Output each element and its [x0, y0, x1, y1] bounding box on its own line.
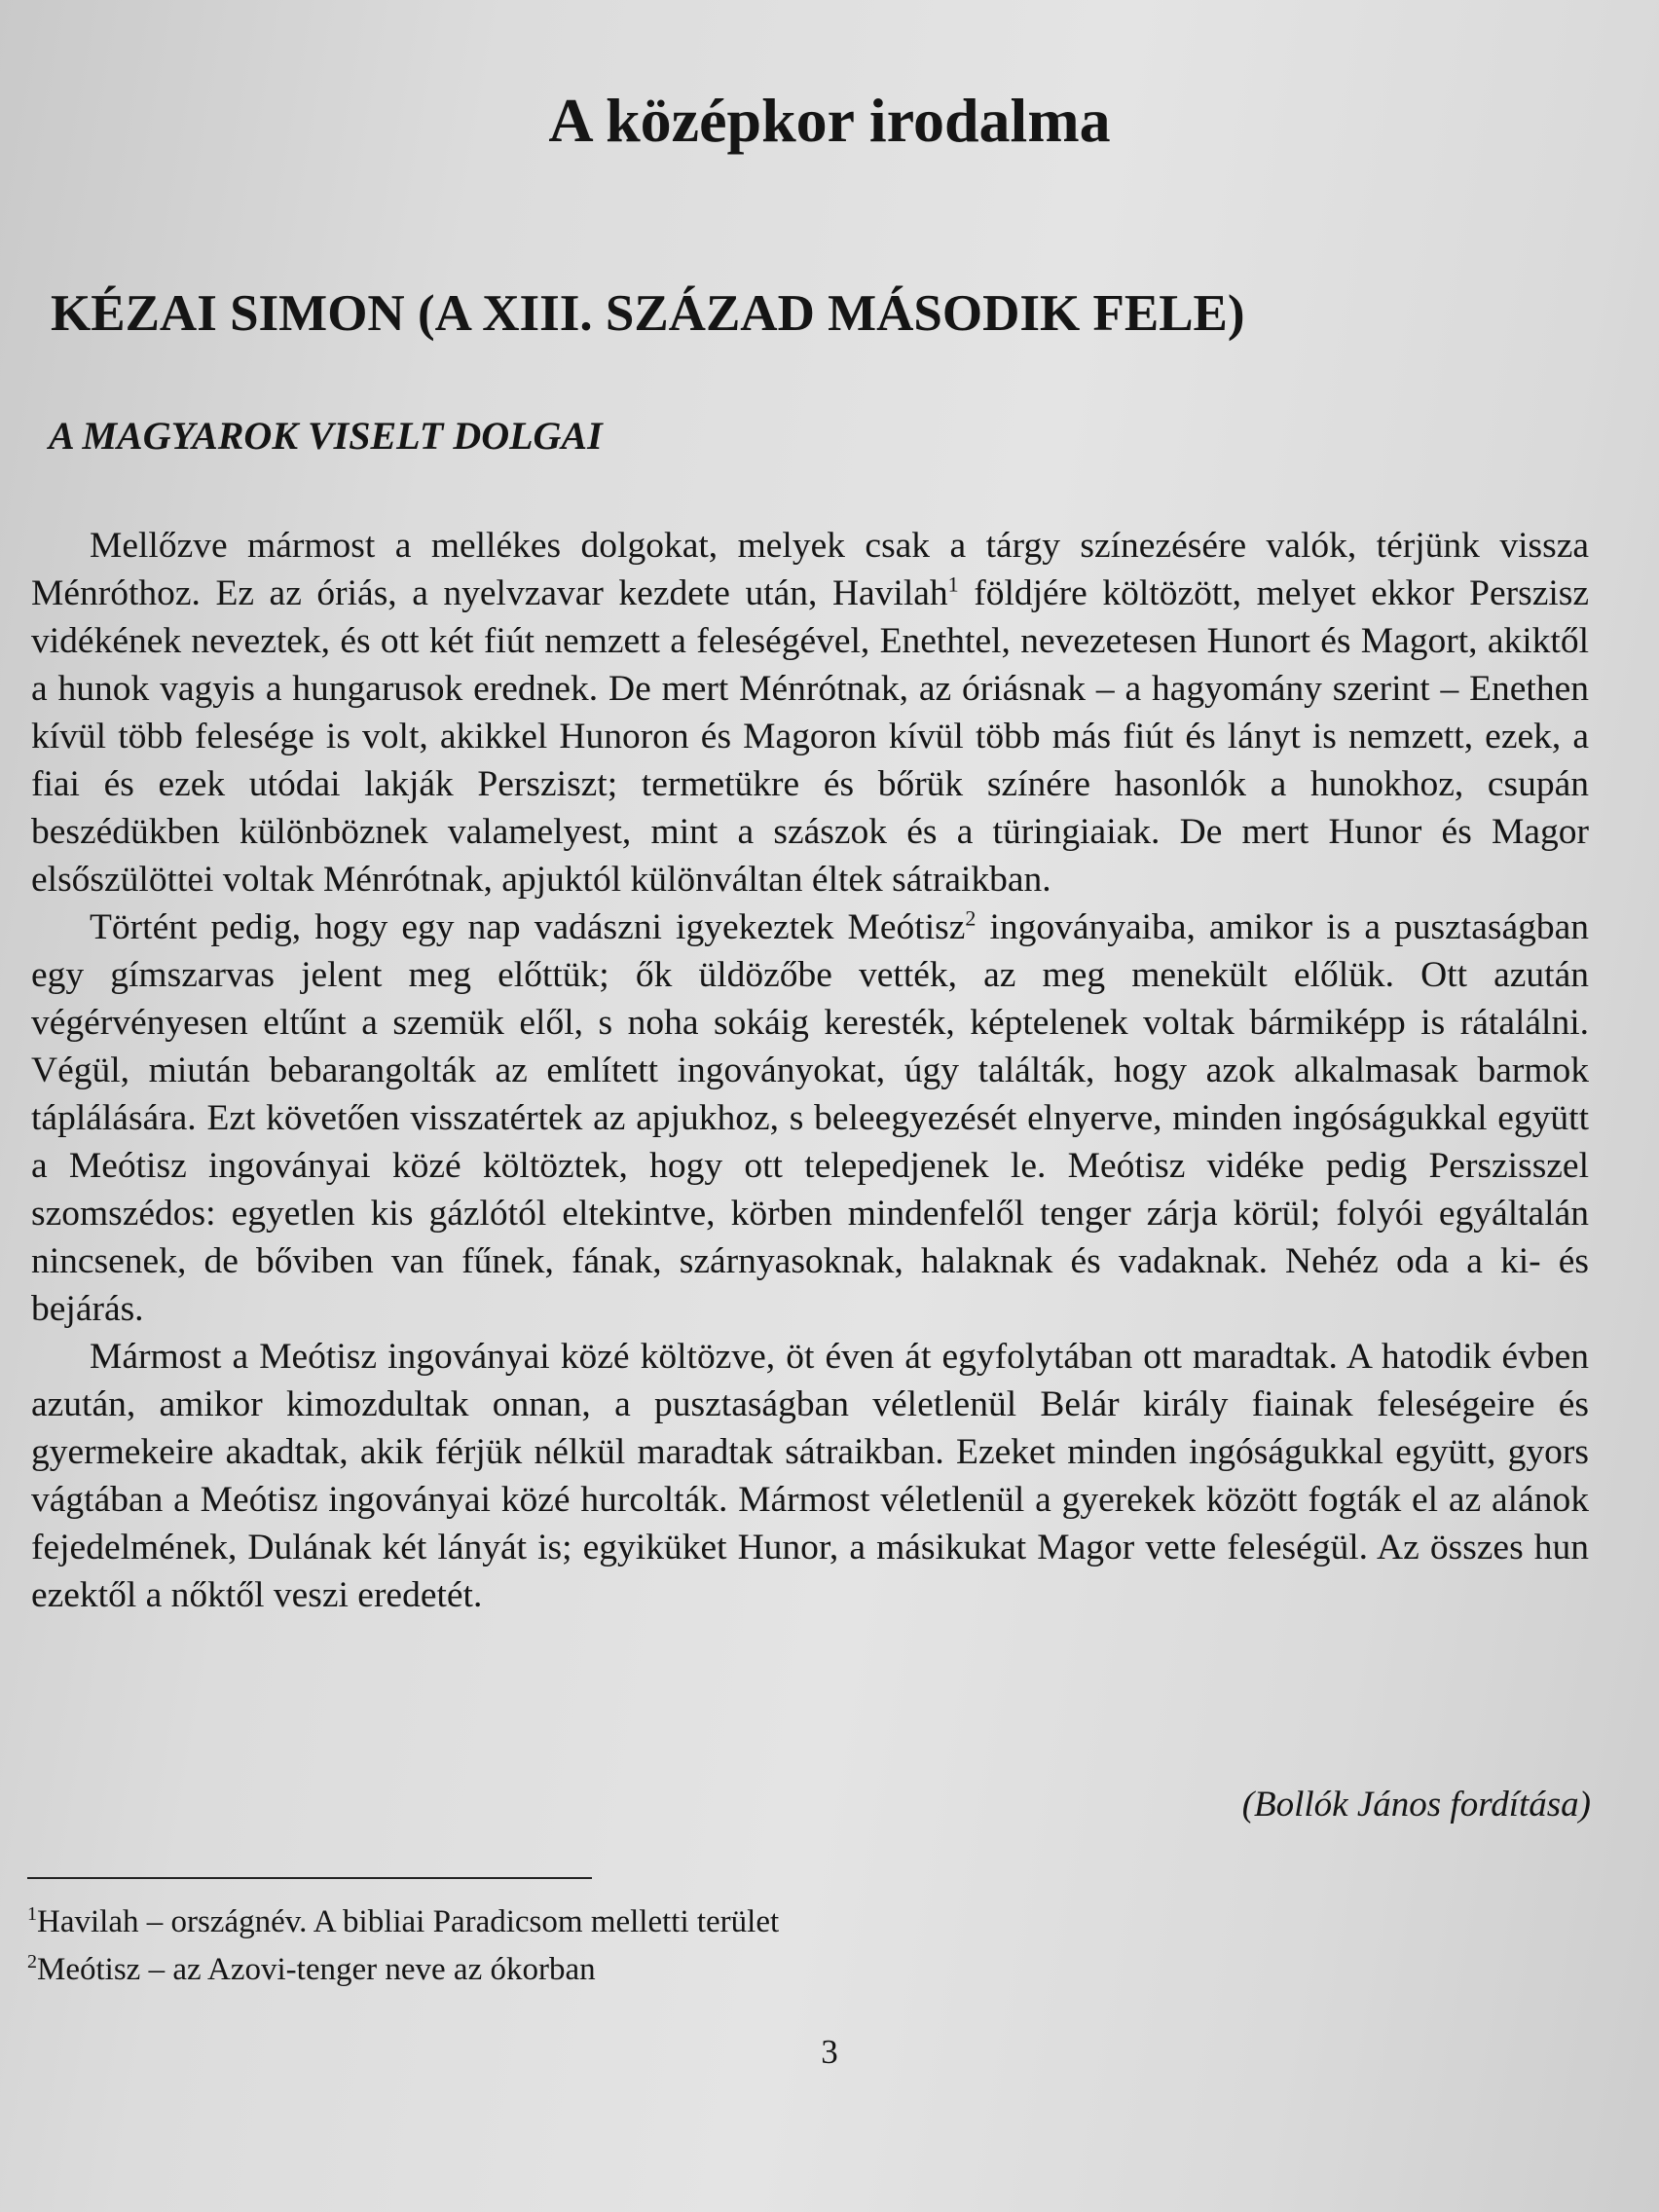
paragraph-2 — [31, 903, 1589, 1333]
footnote-text-1: Havilah – országnév. A bibliai Paradicsom melletti terület — [37, 1904, 780, 1939]
footnote-mark-1: 1 — [27, 1903, 37, 1925]
body-text — [31, 522, 1589, 1619]
translator-credit: (Bollók János fordítása) — [1241, 1785, 1591, 1825]
footnote-2 — [27, 1946, 779, 1994]
page-number: 3 — [821, 2033, 838, 2071]
paragraph-2-part-b: ingoványaiba, amikor is a pusztaságban egy gímszarvas jelent meg előttük; ők üldözőbe vették, az meg menekült előlük. Ott azután végérvényesen eltűnt a szemük elől, s noha sokáig keresték, képtelenek voltak bármiképp is rátalálni. Végül, miután bebarangolták az említett ingoványokat, úgy találták, hogy azok alkalmasak barmok táplálására. Ezt követően visszatértek az apjukhoz, s beleegyezését elnyerve, minden ingóságukkal együtt a Meótisz ingoványai közé költöztek, hogy ott telepedjenek le. Meótisz vidéke pedig Perszisszel szomszédos: egyetlen kis gázlótól eltekintve, körben mindenfelől tenger zárja körül; folyói egyáltalán nincsenek, de bőviben van fűnek, fának, szárnyasoknak, halaknak és vadaknak. Nehéz oda a ki- és bejárás. — [31, 907, 1589, 1329]
paragraph-1-part-a: Mellőzve mármost a mellékes dolgokat, melyek csak a tárgy színezésére valók, térjünk vissza Ménróthoz. Ez az óriás, a nyelvzavar kezdete után, Havilah — [31, 526, 1589, 613]
footnote-ref-1: 1 — [947, 571, 959, 597]
work-title: A MAGYAROK VISELT DOLGAI — [49, 414, 603, 458]
paragraph-1 — [31, 522, 1589, 903]
paragraph-2-part-a: Történt pedig, hogy egy nap vadászni igyekeztek Meótisz — [90, 907, 966, 947]
footnote-mark-2: 2 — [27, 1951, 37, 1972]
paragraph-1-part-b: földjére költözött, melyet ekkor Perszisz vidékének neveztek, és ott két fiút nemzett a feleségével, Enethtel, nevezetesen Hunort és Magort, akiktől a hunok vagyis a hungarusok erednek. De mert Ménrótnak, az óriásnak – a hagyomány szerint – Enethen kívül több felesége is volt, akikkel Hunoron és Magoron kívül több más fiút és lányt is nemzett, ezek, a fiai és ezek utódai lakják Persziszt; termetükre és bőrük színére hasonlók a hunokhoz, csupán beszédükben különböznek valamelyest, mint a szászok és a türingiaiak. De mert Hunor és Magor elsőszülöttei voltak Ménrótnak, apjuktól különváltan éltek sátraikban. — [31, 573, 1590, 900]
author-heading: KÉZAI SIMON (A XIII. SZÁZAD MÁSODIK FELE) — [51, 285, 1245, 342]
footnote-divider — [27, 1877, 592, 1879]
footnote-1 — [27, 1899, 779, 1946]
chapter-title: A középkor irodalma — [548, 86, 1111, 155]
paragraph-3: Mármost a Meótisz ingoványai közé költözve, öt éven át egyfolytában ott maradtak. A hatodik évben azután, amikor kimozdultak onnan, a pusztaságban véletlenül Belár király fiainak feleségeire és gyermekeire akadtak, akik férjük nélkül maradtak sátraikban. Ezeket minden ingóságukkal együtt, gyors vágtában a Meótisz ingoványai közé hurcolták. Mármost véletlenül a gyerekek között fogták el az alánok fejedelmének, Dulának két lányát is; egyiküket Hunor, a másikukat Magor vette feleségül. Az összes hun ezektől a nőktől veszi eredetét. — [31, 1337, 1589, 1615]
footnotes — [27, 1899, 779, 1994]
footnote-text-2: Meótisz – az Azovi-tenger neve az ókorban — [37, 1952, 596, 1987]
footnote-ref-2: 2 — [965, 905, 977, 931]
